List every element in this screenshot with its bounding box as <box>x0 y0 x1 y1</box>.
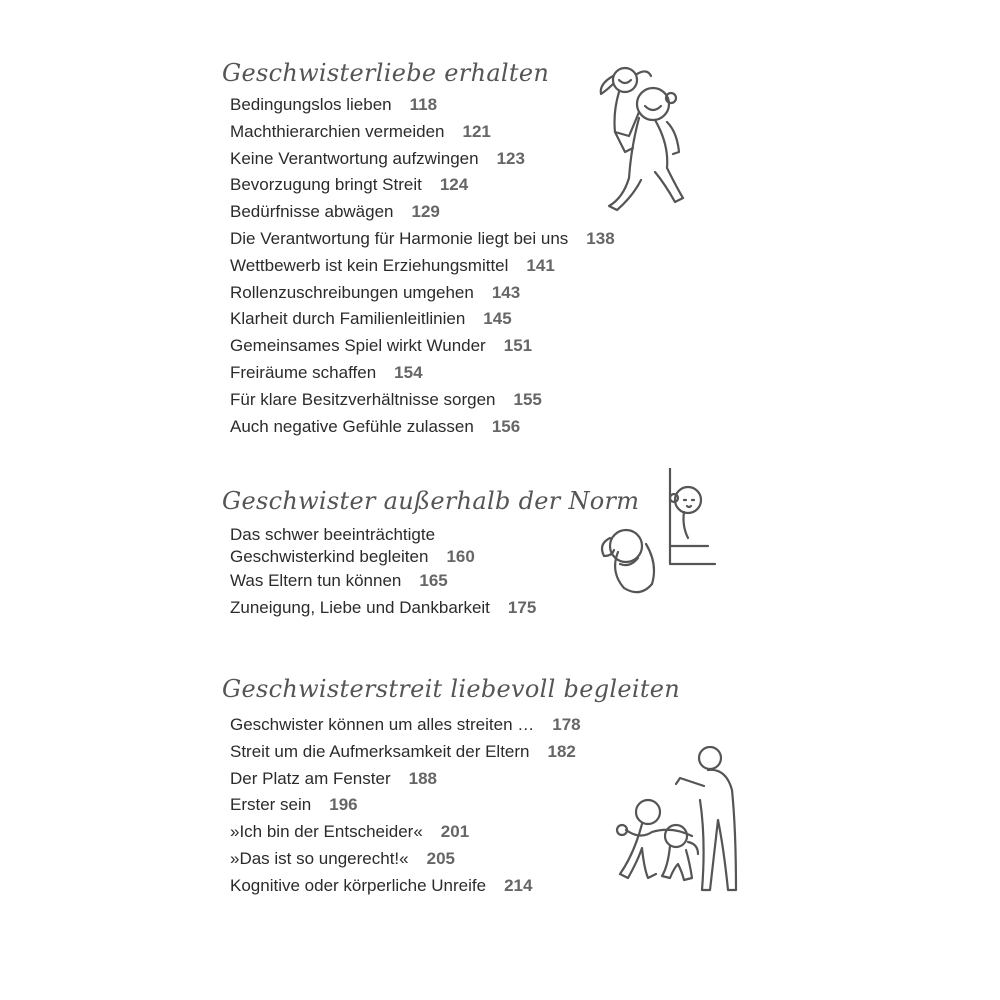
entry-title: Klarheit durch Familienleitlinien <box>230 309 466 329</box>
entry-title: »Ich bin der Entscheider« <box>230 822 423 842</box>
entry-title: Bedürfnisse abwägen <box>230 202 394 222</box>
entry-page: 154 <box>394 362 423 382</box>
piggyback-children-illustration <box>595 62 695 222</box>
entry-title: Bevorzugung bringt Streit <box>230 175 422 195</box>
entry-title: Bedingungslos lieben <box>230 95 392 114</box>
entry-page: 165 <box>419 571 448 590</box>
entry-title: Zuneigung, Liebe und Dankbarkeit <box>230 597 490 617</box>
entry-page: 123 <box>496 148 525 168</box>
toc-entry[interactable] <box>230 333 615 360</box>
entry-page: 160 <box>446 547 475 566</box>
entry-page: 188 <box>408 768 437 788</box>
entry-title: Freiräume schaffen <box>230 362 377 382</box>
toc-entry[interactable] <box>230 253 615 280</box>
entry-title: Rollenzuschreibungen umgehen <box>230 282 474 302</box>
toc-entry[interactable] <box>230 387 615 414</box>
entry-title: Die Verantwortung für Harmonie liegt bei uns <box>230 228 569 248</box>
toc-entry[interactable] <box>230 712 680 739</box>
toc-section-1 <box>222 56 615 440</box>
entry-title: Kognitive oder körperliche Unreife <box>230 875 487 895</box>
toc-entry[interactable] <box>230 119 615 146</box>
entry-page: 178 <box>552 715 581 734</box>
toc-entry[interactable] <box>230 306 615 333</box>
entry-title: Geschwister können um alles streiten … <box>230 715 535 734</box>
entry-title: Für klare Besitzverhältnisse sorgen <box>230 389 496 409</box>
entry-title: Geschwisterkind begleiten <box>230 547 429 566</box>
entry-page: 121 <box>462 121 491 141</box>
toc-entry[interactable] <box>230 280 615 307</box>
entry-title: »Das ist so ungerecht!« <box>230 848 409 868</box>
entry-title: Streit um die Aufmerksamkeit der Eltern <box>230 741 530 761</box>
entry-page: 205 <box>426 848 455 868</box>
entry-title: Der Platz am Fenster <box>230 768 391 788</box>
toc-entry[interactable] <box>230 199 615 226</box>
toc-entry[interactable] <box>230 172 615 199</box>
toc-entry[interactable] <box>230 595 639 622</box>
entry-title: Auch negative Gefühle zulassen <box>230 416 474 436</box>
entry-page: 143 <box>491 282 521 302</box>
toc-entry[interactable] <box>230 92 615 119</box>
entry-page: 156 <box>491 416 521 436</box>
toc-section-2 <box>222 484 640 622</box>
entry-page: 141 <box>526 255 555 275</box>
sad-and-peeking-children-illustration <box>590 468 720 613</box>
entry-title: Keine Verantwortung aufzwingen <box>230 148 479 168</box>
entry-page: 138 <box>586 228 615 248</box>
entry-page: 182 <box>547 741 576 761</box>
toc-entry[interactable] <box>230 546 639 568</box>
entry-title: Das schwer beeinträchtigte <box>230 525 436 544</box>
entry-title: Erster sein <box>230 795 312 815</box>
toc-entry[interactable] <box>230 568 639 595</box>
entry-page: 151 <box>503 336 533 356</box>
entry-title: Was Eltern tun können <box>230 571 402 590</box>
toc-entry[interactable] <box>230 360 615 387</box>
entry-page: 129 <box>411 202 440 222</box>
entry-title: Machthierarchien vermeiden <box>230 121 445 141</box>
entry-page: 175 <box>507 597 537 617</box>
toc-entry[interactable] <box>230 146 615 173</box>
toc-entry[interactable] <box>230 226 615 253</box>
entry-page: 118 <box>409 95 438 114</box>
toc-entry[interactable] <box>230 414 615 441</box>
entry-page: 145 <box>483 309 512 329</box>
toc-entry[interactable] <box>230 524 639 546</box>
entry-page: 214 <box>504 875 533 895</box>
entry-page: 124 <box>439 175 469 195</box>
entry-title: Gemeinsames Spiel wirkt Wunder <box>230 336 486 356</box>
entry-page: 201 <box>440 822 470 842</box>
entry-title: Wettbewerb ist kein Erziehungsmittel <box>230 255 509 275</box>
section-heading: Geschwisterstreit liebevoll begleiten <box>222 675 681 703</box>
entry-page: 155 <box>513 389 542 409</box>
section-heading: Geschwister außerhalb der Norm <box>222 487 640 515</box>
parent-fighting-children-illustration <box>612 746 762 911</box>
entry-page: 196 <box>329 795 358 815</box>
section-heading: Geschwisterliebe erhalten <box>222 59 550 87</box>
